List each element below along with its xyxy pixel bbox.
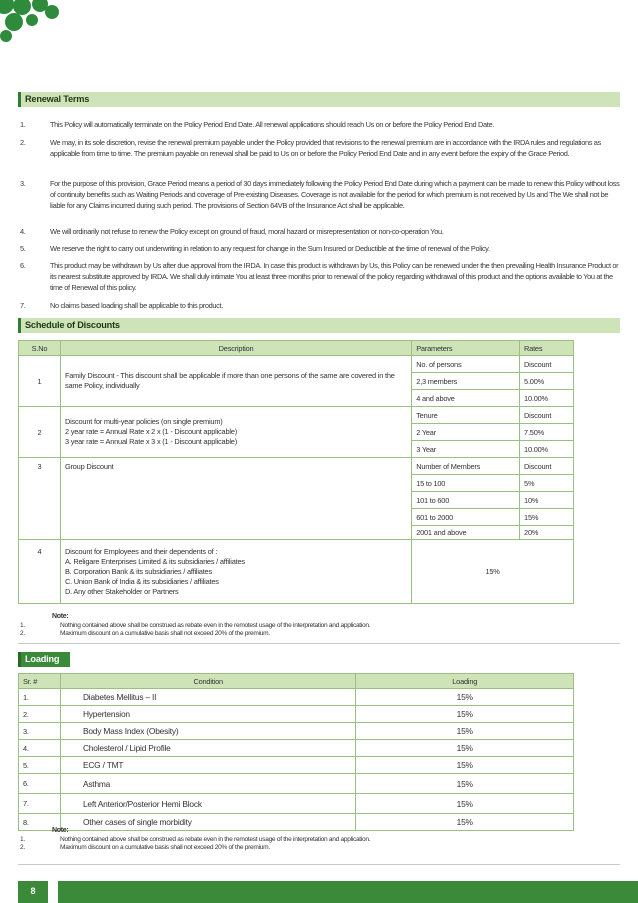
column-header-parameters: Parameters bbox=[412, 341, 520, 356]
note-line bbox=[20, 836, 370, 845]
row-number: 2. bbox=[19, 706, 61, 723]
table-row bbox=[19, 689, 574, 706]
rate-cell: 10.00% bbox=[520, 441, 574, 458]
condition-cell: Asthma bbox=[60, 774, 356, 794]
list-item-text: We reserve the right to carry out underwriting in relation to any request for change in the Sum Insured or Deductible at the time of renewal of the Policy. bbox=[50, 244, 490, 253]
loading-cell: 15% bbox=[356, 794, 574, 814]
loading-cell: 15% bbox=[356, 774, 574, 794]
table-row bbox=[19, 723, 574, 740]
column-header-sr: Sr. # bbox=[19, 674, 61, 689]
rate-cell: 10% bbox=[520, 492, 574, 509]
loading-cell: 15% bbox=[356, 723, 574, 740]
table-row bbox=[19, 706, 574, 723]
rate-cell: 20% bbox=[520, 526, 574, 540]
list-item-number: 5. bbox=[20, 244, 26, 253]
loading-cell: 15% bbox=[356, 706, 574, 723]
rate-cell: Discount bbox=[520, 356, 574, 373]
list-item-number: 2. bbox=[20, 138, 26, 147]
table-row bbox=[19, 458, 574, 475]
table-row bbox=[19, 356, 574, 373]
condition-cell: Diabetes Mellitus – II bbox=[60, 689, 356, 706]
rate-cell: 7.50% bbox=[520, 424, 574, 441]
note-number: 1. bbox=[20, 621, 25, 629]
list-item-text: This product may be withdrawn by Us after due approval from the IRDA. In case this product is withdrawn by Us, this Policy can be renewed under the then prevailing Health Insurance Product or its nearest substitute approved by IRDA. We shall duly intimate You at least three months prior to renewal of the policy regarding withdrawal of this product and the options available to You at the time of Renewal of this policy. bbox=[50, 261, 619, 292]
divider bbox=[18, 864, 620, 865]
param-cell: 601 to 2000 bbox=[412, 509, 520, 526]
table-row bbox=[19, 794, 574, 814]
condition-cell: Body Mass Index (Obesity) bbox=[60, 723, 356, 740]
description-line: 3 year rate = Annual Rate x 3 x (1 - Discount applicable) bbox=[64, 437, 237, 446]
condition-cell: Cholesterol / Lipid Profile bbox=[60, 740, 356, 757]
condition-cell: Other cases of single morbidity bbox=[60, 814, 356, 831]
param-cell: 101 to 600 bbox=[412, 492, 520, 509]
description-line: A. Religare Enterprises Limited & its subsidiaries / affiliates bbox=[64, 556, 245, 566]
row-number: 6. bbox=[19, 774, 61, 794]
loading-cell: 15% bbox=[356, 689, 574, 706]
description-line: 2 year rate = Annual Rate x 2 x (1 - Discount applicable) bbox=[64, 427, 237, 436]
discounts-table bbox=[18, 340, 574, 604]
row-description bbox=[60, 540, 411, 604]
loading-table bbox=[18, 673, 574, 831]
param-cell: 2 Year bbox=[412, 424, 520, 441]
table-header-row bbox=[19, 341, 574, 356]
list-item-text: No claims based loading shall be applicable to this product. bbox=[50, 301, 223, 310]
rate-cell: 15% bbox=[520, 509, 574, 526]
rate-cell: 15% bbox=[412, 540, 574, 604]
description-line: Discount for Employees and their dependents of : bbox=[64, 546, 218, 556]
list-item-text: For the purpose of this provision, Grace Period means a period of 30 days immediately following the Policy Period End Date during which a payment can be made to renew this Policy without loss of continuity benefits such as Waiting Periods and coverage of Pre-existing Diseases. Coverage is not available for the period for which premium is not received by Us and The We shall not be liable for any Claims incurred during such period. The provisions of Section 64VB of the Insurance Act shall be applicable. bbox=[50, 179, 620, 210]
column-header-loading: Loading bbox=[356, 674, 574, 689]
description-line: C. Union Bank of India & its subsidiaries / affiliates bbox=[64, 576, 219, 586]
footer-bar bbox=[58, 881, 638, 903]
discounts-notes bbox=[20, 613, 370, 639]
note-text: Nothing contained above shall be construed as rebate even in the remotest usage of the interpretation and application. bbox=[60, 621, 371, 629]
page-number: 8 bbox=[18, 881, 48, 903]
list-item-number: 1. bbox=[20, 120, 26, 129]
row-number: 1. bbox=[19, 689, 61, 706]
list-item-number: 6. bbox=[20, 261, 26, 270]
rate-cell: Discount bbox=[520, 458, 574, 475]
list-item-text: We will ordinarily not refuse to renew the Policy except on ground of fraud, moral hazard or misrepresentation or non-co-operation You. bbox=[50, 227, 444, 236]
list-item-number: 3. bbox=[20, 179, 26, 188]
param-cell: Tenure bbox=[412, 407, 520, 424]
table-row bbox=[19, 774, 574, 794]
list-item-text: This Policy will automatically terminate on the Policy Period End Date. All renewal applications should reach Us on or before the Policy Period End Date. bbox=[50, 120, 494, 129]
renewal-terms-heading: Renewal Terms bbox=[18, 92, 620, 107]
rate-cell: 10.00% bbox=[520, 390, 574, 407]
condition-cell: ECG / TMT bbox=[60, 757, 356, 774]
row-number: 3 bbox=[19, 458, 61, 540]
rate-cell: 5% bbox=[520, 475, 574, 492]
divider bbox=[18, 643, 620, 644]
description-line: D. Any other Stakeholder or Partners bbox=[64, 586, 179, 596]
note-heading: Note: bbox=[52, 613, 69, 620]
note-line bbox=[20, 622, 370, 631]
rate-cell: Discount bbox=[520, 407, 574, 424]
list-item-number: 7. bbox=[20, 301, 26, 310]
row-number: 4 bbox=[19, 540, 61, 604]
param-cell: 15 to 100 bbox=[412, 475, 520, 492]
table-row bbox=[19, 407, 574, 424]
row-number: 4. bbox=[19, 740, 61, 757]
list-item-text: We may, in its sole discretion, revise the renewal premium payable under the Policy provided that revisions to the renewal premium are in accordance with the IRDA rules and regulations as applicable from time to time. The premium payable on renewal shall be paid to Us on or before the Policy Period End Date and in any event before the expiry of the Grace Period. bbox=[50, 138, 601, 158]
column-header-description: Description bbox=[60, 341, 411, 356]
loading-cell: 15% bbox=[356, 757, 574, 774]
table-header-row bbox=[19, 674, 574, 689]
column-header-rates: Rates bbox=[520, 341, 574, 356]
note-text: Nothing contained above shall be construed as rebate even in the remotest usage of the interpretation and application. bbox=[60, 835, 371, 843]
row-description bbox=[60, 407, 411, 458]
param-cell: 2,3 members bbox=[412, 373, 520, 390]
note-number: 2. bbox=[20, 844, 25, 852]
column-header-sno: S.No bbox=[19, 341, 61, 356]
rate-cell: 5.00% bbox=[520, 373, 574, 390]
param-cell: Number of Members bbox=[412, 458, 520, 475]
clover-logo-icon bbox=[0, 0, 62, 42]
param-cell: 4 and above bbox=[412, 390, 520, 407]
loading-heading: Loading bbox=[18, 652, 70, 667]
discounts-heading: Schedule of Discounts bbox=[18, 318, 620, 333]
row-description: Group Discount bbox=[60, 458, 411, 540]
table-row bbox=[19, 757, 574, 774]
condition-cell: Left Anterior/Posterior Hemi Block bbox=[60, 794, 356, 814]
param-cell: No. of persons bbox=[412, 356, 520, 373]
table-row bbox=[19, 540, 574, 604]
row-number: 2 bbox=[19, 407, 61, 458]
note-number: 1. bbox=[20, 835, 25, 843]
list-item-number: 4. bbox=[20, 227, 26, 236]
note-heading: Note: bbox=[52, 827, 69, 834]
row-number: 8. bbox=[19, 814, 61, 831]
description-line: B. Corporation Bank & its subsidiaries / affiliates bbox=[64, 566, 212, 576]
loading-notes bbox=[20, 827, 370, 853]
note-text: Maximum discount on a cumulative basis shall not exceed 20% of the premium. bbox=[60, 630, 270, 638]
note-line bbox=[20, 844, 370, 853]
note-line bbox=[20, 630, 370, 639]
column-header-condition: Condition bbox=[60, 674, 356, 689]
loading-cell: 15% bbox=[356, 814, 574, 831]
param-cell: 3 Year bbox=[412, 441, 520, 458]
condition-cell: Hypertension bbox=[60, 706, 356, 723]
row-number: 1 bbox=[19, 356, 61, 407]
row-number: 5. bbox=[19, 757, 61, 774]
note-number: 2. bbox=[20, 630, 25, 638]
note-text: Maximum discount on a cumulative basis shall not exceed 20% of the premium. bbox=[60, 844, 270, 852]
description-line: Discount for multi-year policies (on single premium) bbox=[64, 417, 223, 426]
param-cell: 2001 and above bbox=[412, 526, 520, 540]
row-description: Family Discount - This discount shall be applicable if more than one persons of the same are covered in the same Policy, individually bbox=[60, 356, 411, 407]
row-number: 3. bbox=[19, 723, 61, 740]
row-number: 7. bbox=[19, 794, 61, 814]
loading-cell: 15% bbox=[356, 740, 574, 757]
table-row bbox=[19, 740, 574, 757]
